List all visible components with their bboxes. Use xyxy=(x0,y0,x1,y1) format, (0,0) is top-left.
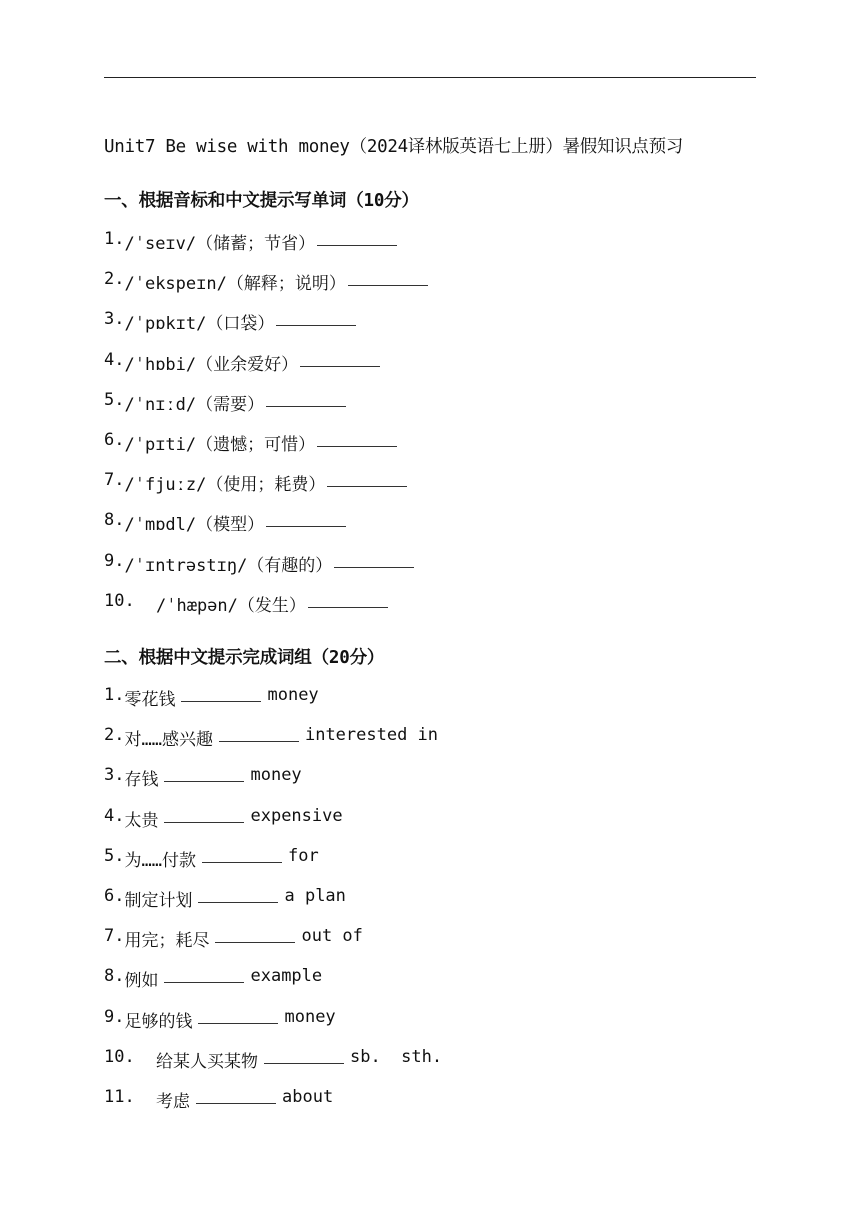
list-item xyxy=(104,806,442,846)
item-number: 9. xyxy=(104,1006,125,1027)
answer-blank[interactable] xyxy=(164,966,244,983)
item-chinese: 制定计划 xyxy=(124,890,193,911)
item-prompt: /ˈpɒkɪt/（口袋） xyxy=(124,314,275,335)
item-number: 6. xyxy=(104,885,125,906)
list-item xyxy=(104,350,434,390)
item-number: 7. xyxy=(104,470,125,491)
answer-blank[interactable] xyxy=(348,269,428,286)
item-number: 9. xyxy=(104,550,125,571)
list-item xyxy=(104,685,442,725)
item-number: 6. xyxy=(104,429,125,450)
item-number: 4. xyxy=(104,349,125,370)
document-title: Unit7 Be wise with money（2024译林版英语七上册）暑假知识点预习 xyxy=(104,137,684,157)
item-prompt: /ˈnɪːd/（需要） xyxy=(124,394,265,415)
item-english: out of xyxy=(301,926,363,947)
answer-blank[interactable] xyxy=(327,470,407,487)
list-item xyxy=(104,886,442,926)
list-item xyxy=(104,551,434,591)
item-chinese: 考虑 xyxy=(156,1091,190,1112)
item-english: about xyxy=(282,1086,334,1107)
item-english: money xyxy=(284,1006,336,1027)
answer-blank[interactable] xyxy=(181,685,261,702)
answer-blank[interactable] xyxy=(198,886,278,903)
section1-heading: 一、根据音标和中文提示写单词（10分） xyxy=(104,191,419,211)
item-english: example xyxy=(250,966,323,987)
item-number: 1. xyxy=(104,685,125,705)
answer-blank[interactable] xyxy=(334,551,414,568)
answer-blank[interactable] xyxy=(317,430,397,447)
list-item xyxy=(104,1007,442,1047)
item-english: sb. sth. xyxy=(350,1046,443,1067)
answer-blank[interactable] xyxy=(196,1087,276,1104)
list-item xyxy=(104,269,434,309)
item-prompt: /ˈhæpən/（发生） xyxy=(156,595,306,616)
item-english: interested in xyxy=(304,725,439,746)
answer-blank[interactable] xyxy=(164,806,244,823)
list-item xyxy=(104,390,434,430)
item-number: 3. xyxy=(104,765,125,786)
list-item xyxy=(104,309,434,349)
item-number: 8. xyxy=(104,966,125,987)
item-number: 5. xyxy=(104,845,125,866)
answer-blank[interactable] xyxy=(164,765,244,782)
item-prompt: /ˈmɒdl/（模型） xyxy=(124,515,265,536)
item-chinese: 为……付款 xyxy=(124,850,196,871)
item-chinese: 零花钱 xyxy=(124,690,176,710)
item-chinese: 用完；耗尽 xyxy=(124,931,210,952)
list-item xyxy=(104,846,442,886)
item-chinese: 太贵 xyxy=(124,810,159,831)
item-number: 10. xyxy=(104,590,135,611)
list-item xyxy=(104,470,434,510)
item-prompt: /ˈɪntrəstɪŋ/（有趣的） xyxy=(124,555,333,576)
answer-blank[interactable] xyxy=(202,846,282,863)
list-item xyxy=(104,765,442,805)
answer-blank[interactable] xyxy=(219,725,299,742)
item-number: 4. xyxy=(104,805,125,826)
item-number: 3. xyxy=(104,309,125,330)
item-number: 5. xyxy=(104,389,125,410)
section2-list xyxy=(104,685,442,1127)
answer-blank[interactable] xyxy=(276,309,356,326)
section2-heading: 二、根据中文提示完成词组（20分） xyxy=(104,648,385,668)
list-item xyxy=(104,926,442,966)
item-chinese: 给某人买某物 xyxy=(156,1051,258,1072)
item-english: a plan xyxy=(284,885,346,906)
item-english: for xyxy=(287,845,319,866)
list-item xyxy=(104,229,434,269)
item-chinese: 存钱 xyxy=(124,770,159,791)
answer-blank[interactable] xyxy=(266,390,346,407)
list-item xyxy=(104,725,442,765)
header-rule xyxy=(104,77,756,78)
answer-blank[interactable] xyxy=(264,1047,344,1064)
item-chinese: 对……感兴趣 xyxy=(124,730,213,751)
item-prompt: /ˈhɒbi/（业余爱好） xyxy=(124,354,299,375)
answer-blank[interactable] xyxy=(308,591,388,608)
item-english: money xyxy=(250,765,302,786)
answer-blank[interactable] xyxy=(317,229,397,246)
item-chinese: 足够的钱 xyxy=(124,1011,193,1032)
answer-blank[interactable] xyxy=(300,350,380,367)
answer-blank[interactable] xyxy=(266,510,346,527)
item-number: 7. xyxy=(104,926,125,947)
item-english: money xyxy=(267,685,319,705)
answer-blank[interactable] xyxy=(215,926,295,943)
section1-list xyxy=(104,229,434,631)
item-prompt: /ˈfjuːz/（使用；耗费） xyxy=(124,475,326,496)
answer-blank[interactable] xyxy=(198,1007,278,1024)
item-prompt: /ˈseɪv/（储蓄；节省） xyxy=(124,234,316,254)
item-chinese: 例如 xyxy=(124,971,159,992)
item-number: 10. xyxy=(104,1046,135,1067)
list-item xyxy=(104,430,434,470)
item-number: 11. xyxy=(104,1086,135,1107)
item-prompt: /ˈpɪti/（遗憾；可惜） xyxy=(124,434,316,455)
item-number: 2. xyxy=(104,269,125,290)
list-item xyxy=(104,966,442,1006)
list-item xyxy=(104,591,434,631)
list-item xyxy=(104,1087,442,1127)
item-number: 2. xyxy=(104,725,125,746)
list-item xyxy=(104,1047,442,1087)
item-english: expensive xyxy=(250,805,343,826)
list-item xyxy=(104,510,434,550)
item-prompt: /ˈekspeɪn/（解释；说明） xyxy=(124,274,346,295)
item-number: 1. xyxy=(104,229,125,249)
item-number: 8. xyxy=(104,510,125,531)
